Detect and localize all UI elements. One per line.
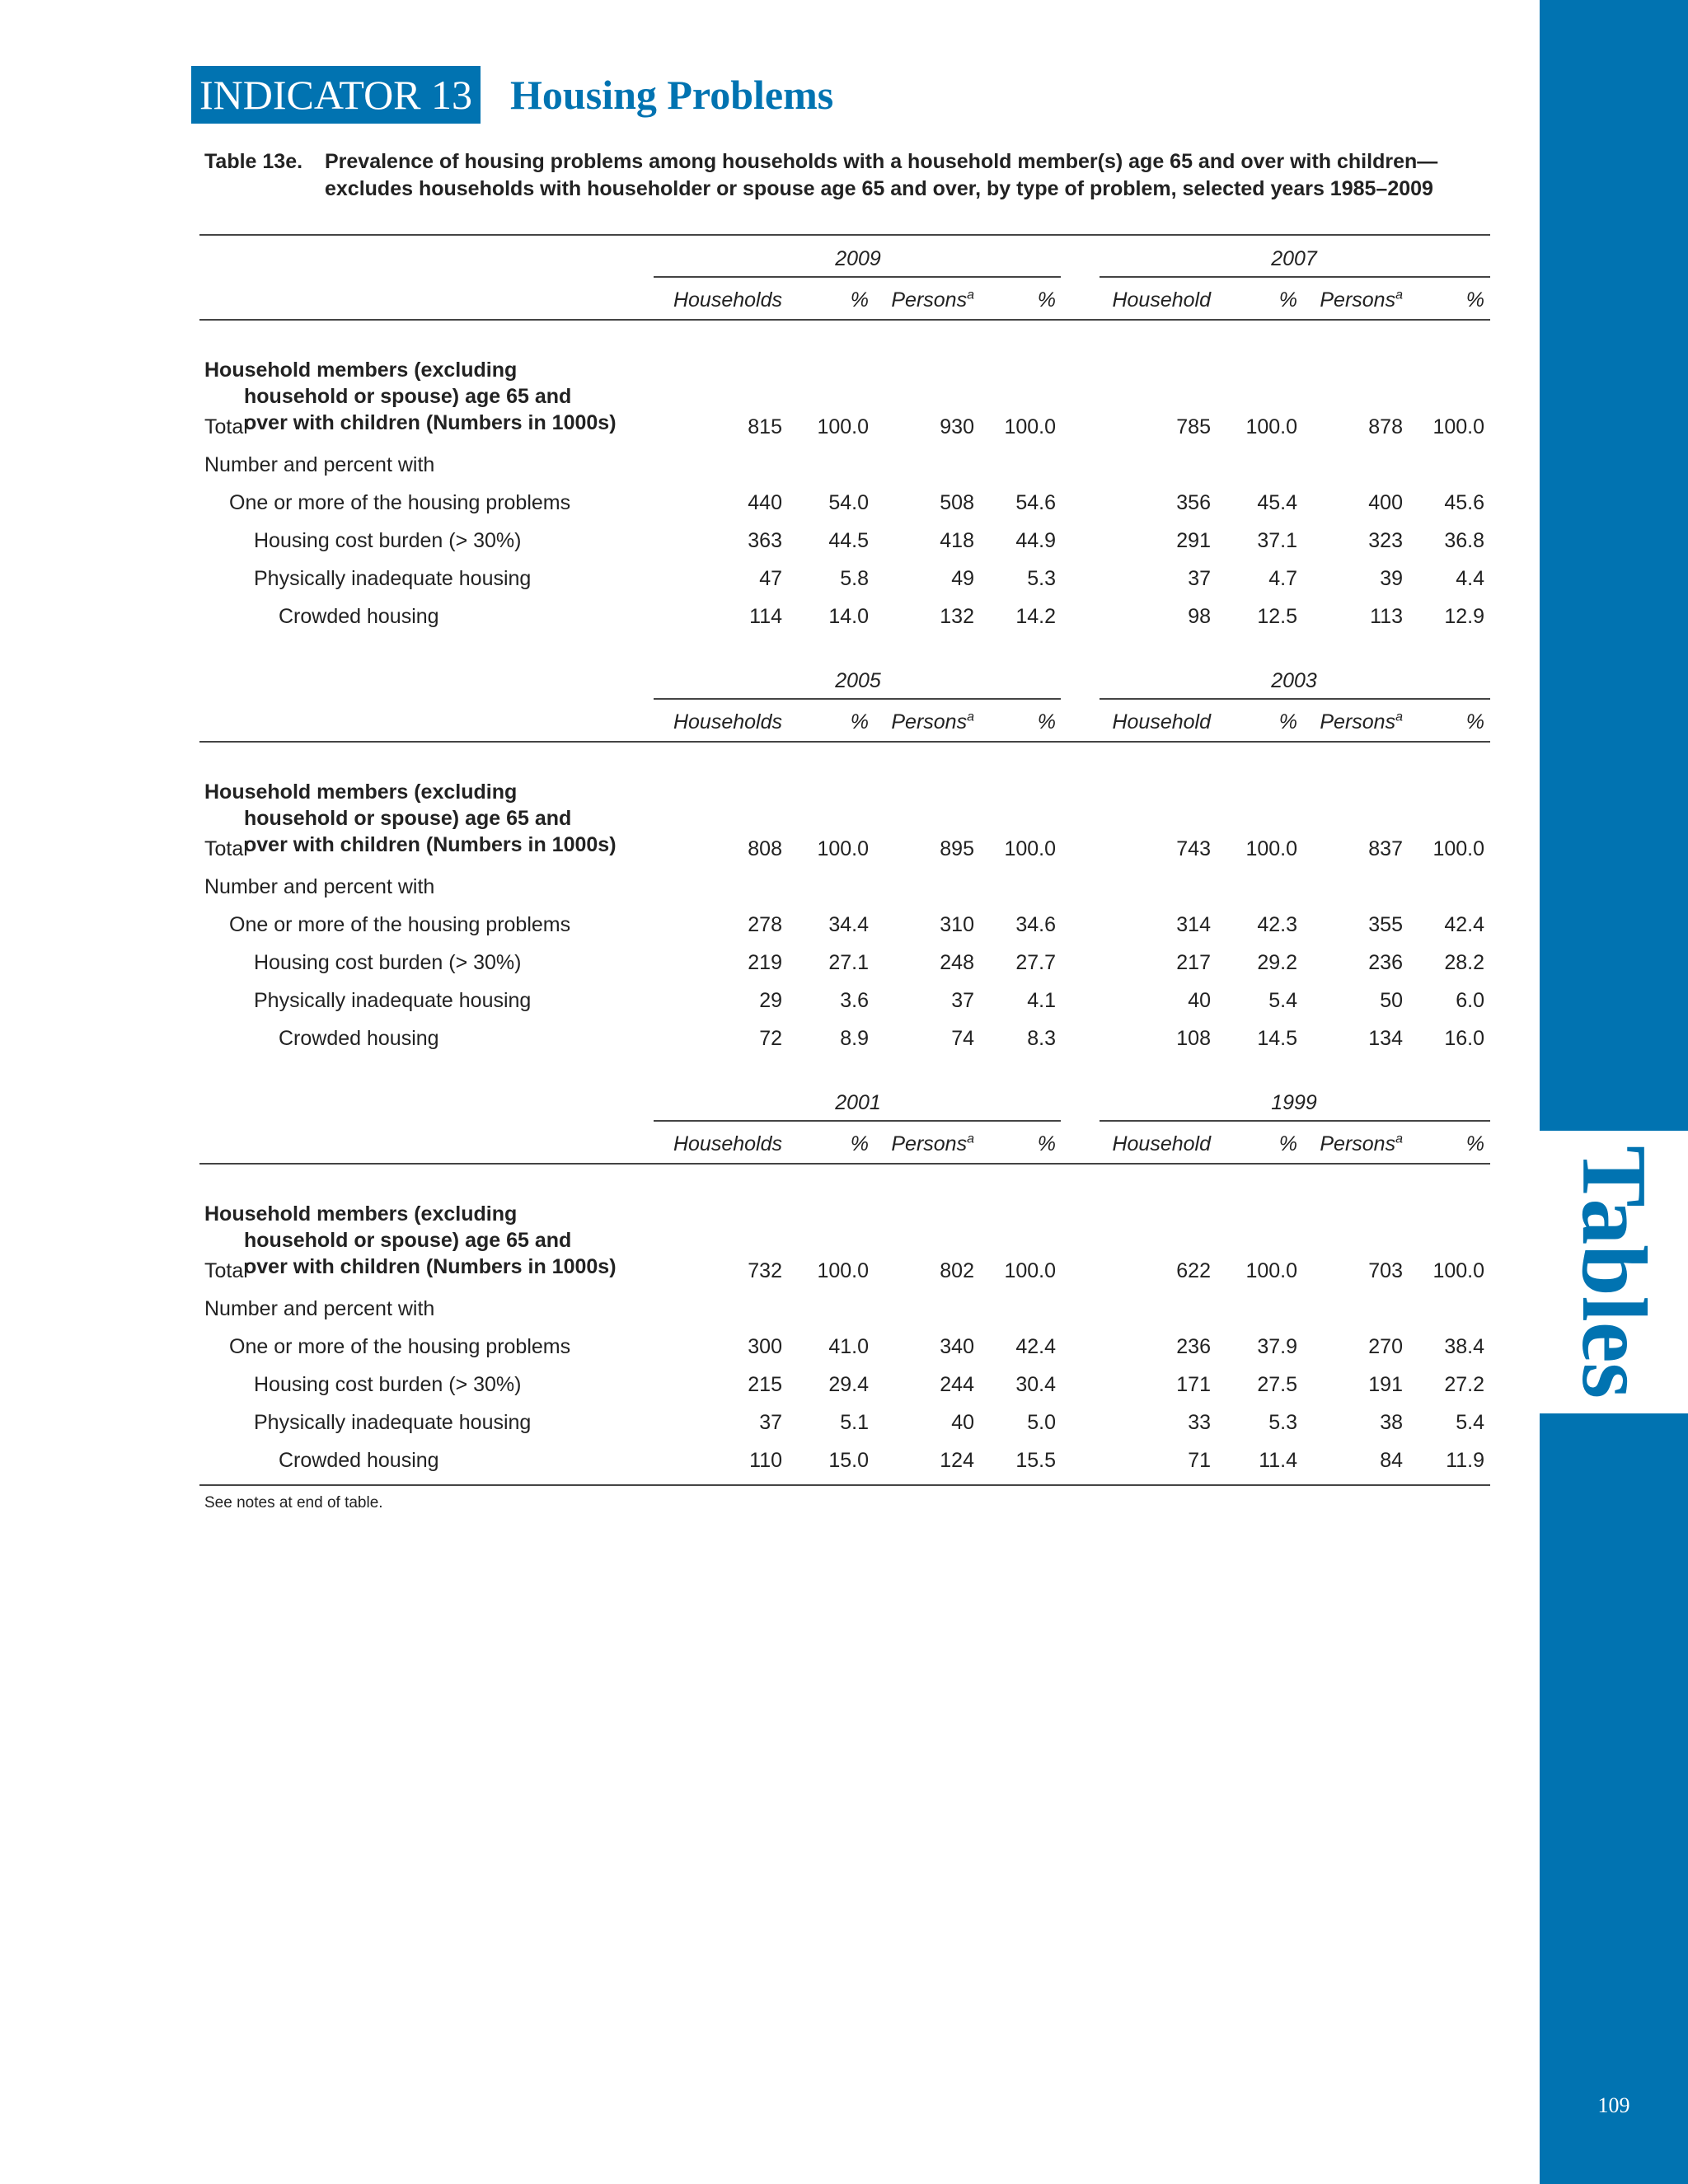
column-header-label: Households [673, 710, 782, 733]
group-header [204, 779, 617, 858]
year-label-left: 2009 [835, 247, 881, 270]
table-cell: 44.9 [1015, 529, 1056, 552]
table-cell: 11.4 [1259, 1449, 1297, 1472]
column-header-label: % [1037, 1132, 1056, 1155]
column-header-label: % [1278, 710, 1297, 733]
table-cell: 100.0 [1004, 415, 1056, 438]
year-rule-left [654, 1120, 1061, 1122]
column-header-label: Persons [891, 1132, 968, 1155]
table-cell: 12.9 [1444, 605, 1484, 628]
table-cell: 72 [759, 1027, 782, 1050]
table-cell: 47 [759, 567, 782, 590]
table-cell: 134 [1368, 1027, 1403, 1050]
table-cell: 100.0 [817, 415, 869, 438]
row-label: One or more of the housing problems [229, 491, 571, 514]
table-cell: 5.1 [840, 1411, 869, 1434]
group-header-line: over with children (Numbers in 1000s) [244, 833, 617, 856]
table-cell: 114 [749, 605, 782, 628]
column-header-label: % [1465, 288, 1484, 312]
table-cell: 39 [1380, 567, 1403, 590]
footnote-marker: a [967, 710, 974, 724]
group-header-line: household or spouse) age 65 and [244, 1229, 572, 1252]
table-cell: 12.5 [1257, 605, 1297, 628]
table-title: Prevalence of housing problems among households with a household member(s) age 65 and over with children—excludes households with householder or spouse age 65 and over, by type of problem, selected years 1985–2009 [325, 150, 1438, 200]
table-cell: 113 [1370, 605, 1403, 628]
year-label-right: 1999 [1271, 1091, 1317, 1114]
table-cell: 100.0 [1432, 837, 1484, 860]
table-cell: 5.0 [1027, 1411, 1056, 1434]
table-cell: 8.9 [840, 1027, 869, 1050]
table-cell: 27.1 [828, 951, 869, 974]
table-cell: 248 [940, 951, 974, 974]
table-top-rule [199, 234, 1490, 236]
table-cell: 236 [1176, 1335, 1211, 1358]
table-cell: 4.7 [1268, 567, 1297, 590]
group-header-line: household or spouse) age 65 and [244, 807, 572, 830]
group-header-line: Household members (excluding [204, 780, 518, 804]
table-cell: 37.1 [1257, 529, 1297, 552]
table-cell: 29 [759, 989, 782, 1012]
table-cell: 50 [1380, 989, 1403, 1012]
table-cell: 100.0 [817, 1259, 869, 1282]
sidebar-label-text: Tables [1563, 1145, 1666, 1399]
row-label: Number and percent with [204, 453, 435, 476]
table-cell: 29.4 [828, 1373, 869, 1396]
row-label: One or more of the housing problems [229, 1335, 571, 1358]
table-cell: 622 [1176, 1259, 1211, 1282]
table-cell: 278 [748, 913, 782, 936]
table-cell: 323 [1368, 529, 1403, 552]
table-cell: 42.4 [1015, 1335, 1056, 1358]
table-cell: 930 [940, 415, 974, 438]
table-cell: 41.0 [828, 1335, 869, 1358]
row-label: One or more of the housing problems [229, 913, 571, 936]
table-number: Table 13e. [204, 150, 303, 173]
column-header-label: Household [1112, 288, 1211, 312]
table-cell: 270 [1368, 1335, 1403, 1358]
table-block [199, 239, 1490, 661]
row-label: Total [204, 415, 248, 438]
column-header [891, 1132, 1056, 1156]
footnote-marker: a [1395, 710, 1403, 724]
table-cell: 5.4 [1268, 989, 1297, 1012]
table-cell: 100.0 [1432, 415, 1484, 438]
row-label: Total [204, 837, 248, 860]
column-header-label: % [1465, 1132, 1484, 1155]
table-cell: 4.1 [1027, 989, 1056, 1012]
table-cell: 363 [748, 529, 782, 552]
table-cell: 732 [748, 1259, 782, 1282]
table-cell: 291 [1176, 529, 1211, 552]
column-header-label: Persons [891, 710, 968, 733]
table-caption [204, 148, 1465, 203]
table-cell: 815 [748, 415, 782, 438]
table-cell: 703 [1368, 1259, 1403, 1282]
table-cell: 27.5 [1257, 1373, 1297, 1396]
table-cell: 785 [1176, 415, 1211, 438]
row-label: Crowded housing [279, 1027, 439, 1050]
table-cell: 300 [748, 1335, 782, 1358]
column-header [891, 710, 1056, 734]
group-header [204, 357, 617, 436]
table-cell: 743 [1176, 837, 1211, 860]
table-cell: 74 [951, 1027, 974, 1050]
table-cell: 100.0 [1432, 1259, 1484, 1282]
column-header-label: % [850, 1132, 869, 1155]
group-header-line: over with children (Numbers in 1000s) [244, 1255, 617, 1278]
table-cell: 45.6 [1444, 491, 1484, 514]
table-cell: 100.0 [1245, 1259, 1297, 1282]
table-cell: 5.8 [840, 567, 869, 590]
table-cell: 98 [1188, 605, 1211, 628]
column-header-label: % [1037, 288, 1056, 312]
table-block [199, 661, 1490, 1083]
table-cell: 14.5 [1257, 1027, 1297, 1050]
column-header [1320, 710, 1484, 734]
column-header-label: Persons [1320, 288, 1396, 312]
column-header-label: % [1037, 710, 1056, 733]
table-cell: 3.6 [840, 989, 869, 1012]
table-footnote: See notes at end of table. [204, 1494, 383, 1511]
footnote-marker: a [1395, 1132, 1403, 1146]
table-cell: 171 [1176, 1373, 1211, 1396]
table-cell: 42.3 [1257, 913, 1297, 936]
row-label: Physically inadequate housing [254, 1411, 532, 1434]
table-cell: 37 [1188, 567, 1211, 590]
table-cell: 5.3 [1027, 567, 1056, 590]
year-label-right: 2007 [1271, 247, 1317, 270]
page-number: 109 [1597, 2093, 1630, 2117]
row-label: Physically inadequate housing [254, 989, 532, 1012]
table-cell: 215 [748, 1373, 782, 1396]
row-label: Total [204, 1259, 248, 1282]
table-cell: 34.4 [828, 913, 869, 936]
column-header-label: Households [673, 1132, 782, 1155]
column-header-label: % [850, 288, 869, 312]
table-cell: 45.4 [1257, 491, 1297, 514]
table-cell: 878 [1368, 415, 1403, 438]
table-cell: 33 [1188, 1411, 1211, 1434]
table-cell: 837 [1368, 837, 1403, 860]
column-header [1320, 1132, 1484, 1156]
table-cell: 314 [1176, 913, 1211, 936]
table-cell: 27.7 [1015, 951, 1056, 974]
table-cell: 37 [759, 1411, 782, 1434]
column-header-label: % [1278, 1132, 1297, 1155]
year-rule-left [654, 276, 1061, 278]
table-cell: 802 [940, 1259, 974, 1282]
column-header-label: % [1465, 710, 1484, 733]
table-cell: 15.0 [828, 1449, 869, 1472]
table-cell: 40 [1188, 989, 1211, 1012]
column-header [891, 288, 1056, 312]
table-block [199, 1083, 1490, 1505]
table-cell: 37 [951, 989, 974, 1012]
table-cell: 100.0 [1004, 1259, 1056, 1282]
table-cell: 244 [940, 1373, 974, 1396]
table-cell: 355 [1368, 913, 1403, 936]
table-cell: 508 [940, 491, 974, 514]
column-header-label: % [850, 710, 869, 733]
table-cell: 219 [748, 951, 782, 974]
table-cell: 14.2 [1015, 605, 1056, 628]
group-header-line: Household members (excluding [204, 1202, 518, 1226]
table-cell: 54.0 [828, 491, 869, 514]
table-cell: 5.3 [1268, 1411, 1297, 1434]
table-cell: 5.4 [1456, 1411, 1484, 1434]
table-bottom-rule [199, 1484, 1490, 1486]
row-label: Number and percent with [204, 1297, 435, 1320]
row-label: Physically inadequate housing [254, 567, 532, 590]
table-cell: 27.2 [1444, 1373, 1484, 1396]
table-cell: 217 [1176, 951, 1211, 974]
column-header-label: Households [673, 288, 782, 312]
table-cell: 38.4 [1444, 1335, 1484, 1358]
table-cell: 28.2 [1444, 951, 1484, 974]
table-cell: 30.4 [1015, 1373, 1056, 1396]
sidebar-band-bottom [1540, 1413, 1688, 2184]
sidebar-band-top [1540, 0, 1688, 1131]
page-title: Housing Problems [510, 72, 834, 118]
table-cell: 36.8 [1444, 529, 1484, 552]
table-cell: 440 [748, 491, 782, 514]
row-label: Crowded housing [279, 1449, 439, 1472]
table-cell: 100.0 [1004, 837, 1056, 860]
column-header-label: Household [1112, 1132, 1211, 1155]
row-label: Housing cost burden (> 30%) [254, 529, 522, 552]
column-header-label: Persons [1320, 1132, 1396, 1155]
table-cell: 310 [940, 913, 974, 936]
group-header-line: household or spouse) age 65 and [244, 385, 572, 408]
table-cell: 895 [940, 837, 974, 860]
column-header-label: % [1278, 288, 1297, 312]
table-cell: 49 [951, 567, 974, 590]
table-cell: 400 [1368, 491, 1403, 514]
column-header-rule [199, 741, 1490, 743]
table-cell: 40 [951, 1411, 974, 1434]
sidebar-section-label [1540, 1131, 1688, 1413]
year-rule-left [654, 698, 1061, 700]
footnote-marker: a [967, 1132, 974, 1146]
footnote-marker: a [967, 288, 974, 302]
table-cell: 54.6 [1015, 491, 1056, 514]
table-cell: 34.6 [1015, 913, 1056, 936]
table-cell: 4.4 [1456, 567, 1484, 590]
table-cell: 71 [1188, 1449, 1211, 1472]
year-label-right: 2003 [1271, 669, 1317, 692]
row-label: Crowded housing [279, 605, 439, 628]
row-label: Housing cost burden (> 30%) [254, 951, 522, 974]
table-cell: 15.5 [1015, 1449, 1056, 1472]
table-cell: 100.0 [817, 837, 869, 860]
table-cell: 132 [940, 605, 974, 628]
table-cell: 11.9 [1446, 1449, 1484, 1472]
table-cell: 16.0 [1444, 1027, 1484, 1050]
column-header-label: Persons [1320, 710, 1396, 733]
table-cell: 110 [749, 1449, 782, 1472]
year-rule-right [1100, 1120, 1490, 1122]
column-header-label: Persons [891, 288, 968, 312]
year-rule-right [1100, 276, 1490, 278]
column-header [1320, 288, 1484, 312]
table-cell: 38 [1380, 1411, 1403, 1434]
table-cell: 808 [748, 837, 782, 860]
table-cell: 29.2 [1257, 951, 1297, 974]
row-label: Housing cost burden (> 30%) [254, 1373, 522, 1396]
table-cell: 42.4 [1444, 913, 1484, 936]
column-header-rule [199, 1163, 1490, 1165]
table-cell: 236 [1368, 951, 1403, 974]
table-cell: 108 [1176, 1027, 1211, 1050]
table-cell: 37.9 [1257, 1335, 1297, 1358]
table-cell: 100.0 [1245, 837, 1297, 860]
footnote-marker: a [1395, 288, 1403, 302]
row-label: Number and percent with [204, 875, 435, 898]
column-header-rule [199, 319, 1490, 321]
column-header-label: Household [1112, 710, 1211, 733]
table-cell: 44.5 [828, 529, 869, 552]
table-cell: 14.0 [828, 605, 869, 628]
group-header-line: over with children (Numbers in 1000s) [244, 411, 617, 434]
table-cell: 84 [1380, 1449, 1403, 1472]
table-cell: 356 [1176, 491, 1211, 514]
indicator-badge: INDICATOR 13 [191, 66, 481, 124]
year-label-left: 2001 [835, 1091, 881, 1114]
table-cell: 191 [1368, 1373, 1403, 1396]
table-cell: 340 [940, 1335, 974, 1358]
year-label-left: 2005 [835, 669, 881, 692]
page-header [191, 66, 833, 124]
table-cell: 418 [940, 529, 974, 552]
table-cell: 6.0 [1456, 989, 1484, 1012]
table-cell: 8.3 [1027, 1027, 1056, 1050]
group-header [204, 1201, 617, 1280]
year-rule-right [1100, 698, 1490, 700]
table-cell: 100.0 [1245, 415, 1297, 438]
table-cell: 124 [940, 1449, 974, 1472]
group-header-line: Household members (excluding [204, 359, 518, 382]
